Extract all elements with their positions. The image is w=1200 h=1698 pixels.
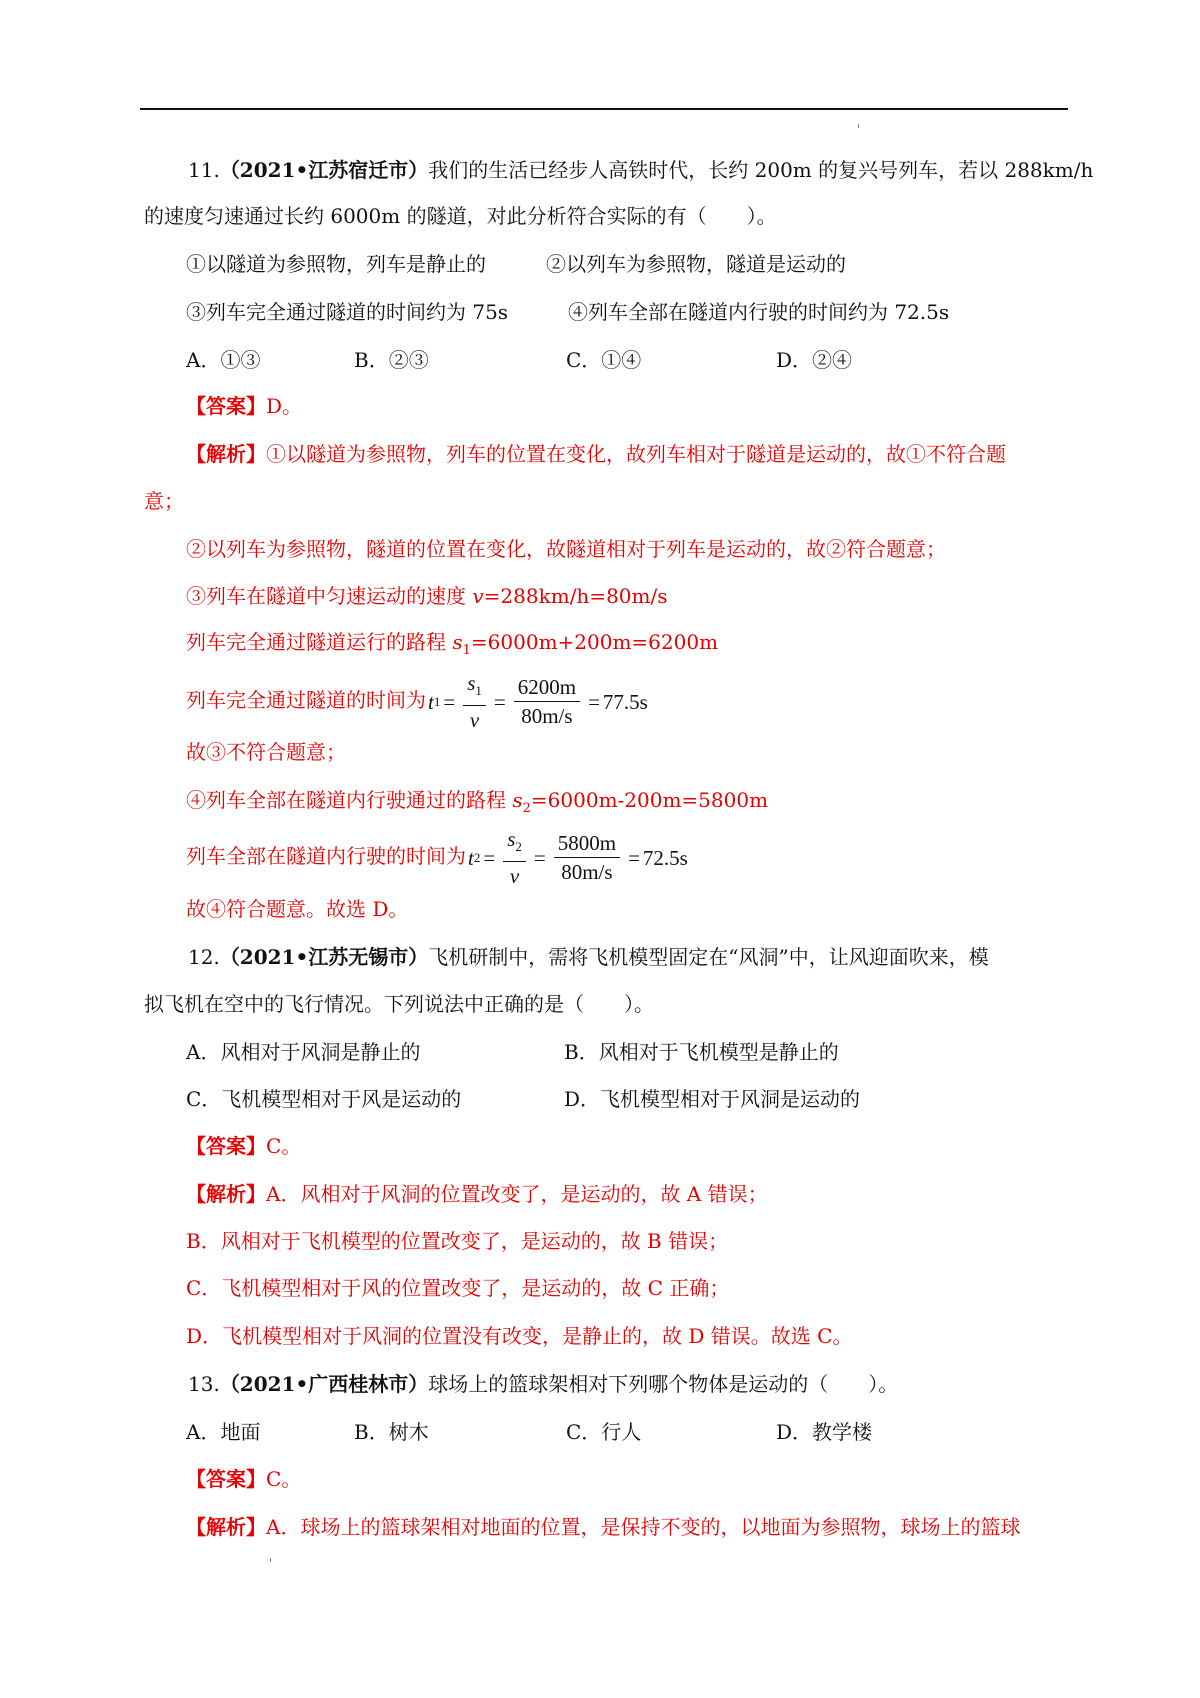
numerator: 5800m — [554, 831, 620, 858]
q13-analysis-1 — [186, 1513, 1020, 1541]
fraction-values — [514, 675, 580, 728]
q13-source: （2021•广西桂林市） — [219, 1372, 429, 1396]
numerator: 6200m — [514, 675, 580, 702]
fraction-values — [554, 831, 620, 884]
q11-statement-2: ②以列车为参照物，隧道是运动的 — [546, 252, 846, 276]
q11-statement-3: ③列车完全通过隧道的时间约为 75s — [186, 300, 509, 324]
analysis-text: ③列车在隧道中匀速运动的速度 — [186, 584, 473, 608]
header-rule — [140, 108, 1068, 110]
answer-tag: 【答案】 — [186, 1467, 266, 1491]
q11-formula-1 — [186, 670, 648, 732]
denominator: 80m/s — [561, 860, 613, 884]
q13-number: 13. — [188, 1372, 220, 1396]
q12-analysis-2: B．风相对于飞机模型的位置改变了，是运动的，故 B 错误； — [186, 1229, 729, 1253]
answer-value: C。 — [266, 1467, 302, 1491]
q11-stem-line1 — [188, 156, 1093, 184]
fraction-s-v — [463, 671, 486, 732]
velocity-value: =288km/h=80m/s — [483, 584, 668, 608]
q11-analysis-4 — [186, 628, 718, 665]
q12-option-c: C．飞机模型相对于风是运动的 — [186, 1087, 462, 1111]
q13-option-d: D．教学楼 — [776, 1420, 873, 1444]
q11-analysis-3 — [186, 582, 667, 610]
denominator: 80m/s — [521, 704, 573, 728]
q12-option-d: D．飞机模型相对于风洞是运动的 — [564, 1087, 861, 1111]
distance-value: =6000m-200m=5800m — [530, 788, 769, 812]
q13-option-c: C．行人 — [566, 1420, 642, 1444]
formula: t 1 = $\frac{s_1}{v}$ = $\frac{6200m}{80m/s}$ = 77.5s — [428, 670, 648, 733]
analysis-tag: 【解析】 — [186, 442, 266, 466]
analysis-text: 列车完全通过隧道运行的路程 — [186, 630, 453, 654]
q13-answer — [186, 1465, 301, 1493]
q11-statement-1: ①以隧道为参照物，列车是静止的 — [186, 252, 486, 276]
s-var: s — [467, 670, 476, 695]
q13-option-a: A．地面 — [186, 1420, 261, 1444]
q12-analysis-1 — [186, 1180, 768, 1208]
analysis-text: A．风相对于风洞的位置改变了，是运动的，故 A 错误； — [266, 1182, 768, 1206]
q11-option-b: B．②③ — [354, 348, 429, 372]
q11-statement-4: ④列车全部在隧道内行驶的时间约为 72.5s — [568, 300, 950, 324]
q11-analysis-1 — [186, 440, 1006, 468]
q11-analysis-5: 故③不符合题意； — [186, 740, 346, 764]
q12-source: （2021•江苏无锡市） — [219, 945, 429, 969]
analysis-text: A．球场上的篮球架相对地面的位置，是保持不变的，以地面为参照物，球场上的篮球 — [266, 1515, 1021, 1539]
q11-analysis-1b: 意； — [144, 489, 184, 513]
q11-stem-line2: 的速度匀速通过长约 6000m 的隧道，对此分析符合实际的有（ ）。 — [144, 204, 777, 228]
q12-stem-line2: 拟飞机在空中的飞行情况。下列说法中正确的是（ ）。 — [144, 992, 654, 1016]
distance-var: s — [452, 630, 463, 654]
analysis-tag: 【解析】 — [186, 1515, 266, 1539]
analysis-text: 列车完全通过隧道的时间为 — [186, 688, 426, 712]
q12-answer — [186, 1132, 301, 1160]
t-var: t — [428, 689, 434, 714]
q11-analysis-6 — [186, 786, 768, 823]
q11-formula-2 — [186, 826, 688, 888]
q13-text1: 球场上的篮球架相对下列哪个物体是运动的（ ）。 — [428, 1372, 899, 1396]
q11-option-d: D．②④ — [776, 348, 853, 372]
margin-mark — [270, 1558, 271, 1562]
q12-analysis-3: C．飞机模型相对于风的位置改变了，是运动的，故 C 正确； — [186, 1276, 730, 1300]
s-var: s — [507, 826, 516, 851]
fraction-s-v — [503, 827, 526, 888]
distance-sub: 1 — [462, 643, 471, 658]
v-var: v — [509, 864, 520, 889]
velocity-var: v — [472, 584, 484, 608]
analysis-text: 列车全部在隧道内行驶的时间为 — [186, 844, 466, 868]
t-sub: 2 — [473, 849, 481, 865]
distance-value: =6000m+200m=6200m — [470, 630, 719, 654]
distance-var: s — [512, 788, 523, 812]
answer-tag: 【答案】 — [186, 394, 266, 418]
answer-tag: 【答案】 — [186, 1134, 266, 1158]
result: 72.5s — [642, 845, 688, 870]
result: 77.5s — [602, 689, 648, 714]
analysis-text: ①以隧道为参照物，列车的位置在变化，故列车相对于隧道是运动的，故①不符合题 — [266, 442, 1006, 466]
q13-stem-line1 — [188, 1370, 898, 1398]
t-var: t — [468, 845, 474, 870]
q12-number: 12. — [188, 945, 220, 969]
q13-option-b: B．树木 — [354, 1420, 429, 1444]
q12-option-b: B．风相对于飞机模型是静止的 — [564, 1040, 839, 1064]
q12-stem-line1 — [188, 943, 989, 971]
q11-analysis-7: 故④符合题意。故选 D。 — [186, 897, 409, 921]
q11-answer — [186, 392, 302, 420]
q11-source: （2021•江苏宿迁市） — [219, 158, 429, 182]
analysis-text: ④列车全部在隧道内行驶通过的路程 — [186, 788, 513, 812]
q11-option-a: A．①③ — [186, 348, 261, 372]
q12-option-a: A．风相对于风洞是静止的 — [186, 1040, 421, 1064]
answer-value: C。 — [266, 1134, 302, 1158]
analysis-tag: 【解析】 — [186, 1182, 266, 1206]
v-var: v — [469, 708, 480, 733]
distance-sub: 2 — [522, 801, 531, 816]
margin-mark — [858, 124, 859, 128]
q11-number: 11. — [188, 158, 220, 182]
s-sub: 2 — [515, 839, 522, 855]
q11-text1: 我们的生活已经步人高铁时代，长约 200m 的复兴号列车，若以 288km/h — [428, 158, 1094, 182]
q11-analysis-2: ②以列车为参照物，隧道的位置在变化，故隧道相对于列车是运动的，故②符合题意； — [186, 537, 946, 561]
q12-text1: 飞机研制中，需将飞机模型固定在“风洞”中，让风迎面吹来，模 — [428, 945, 989, 969]
q11-option-c: C．①④ — [566, 348, 642, 372]
q12-analysis-4: D．飞机模型相对于风洞的位置没有改变，是静止的，故 D 错误。故选 C。 — [186, 1324, 853, 1348]
answer-value: D。 — [266, 394, 303, 418]
formula: t 2 = $\frac{s_2}{v}$ = $\frac{5800m}{80m/s}$ = 72.5s — [468, 826, 688, 889]
t-sub: 1 — [433, 693, 441, 709]
s-sub: 1 — [475, 683, 482, 699]
